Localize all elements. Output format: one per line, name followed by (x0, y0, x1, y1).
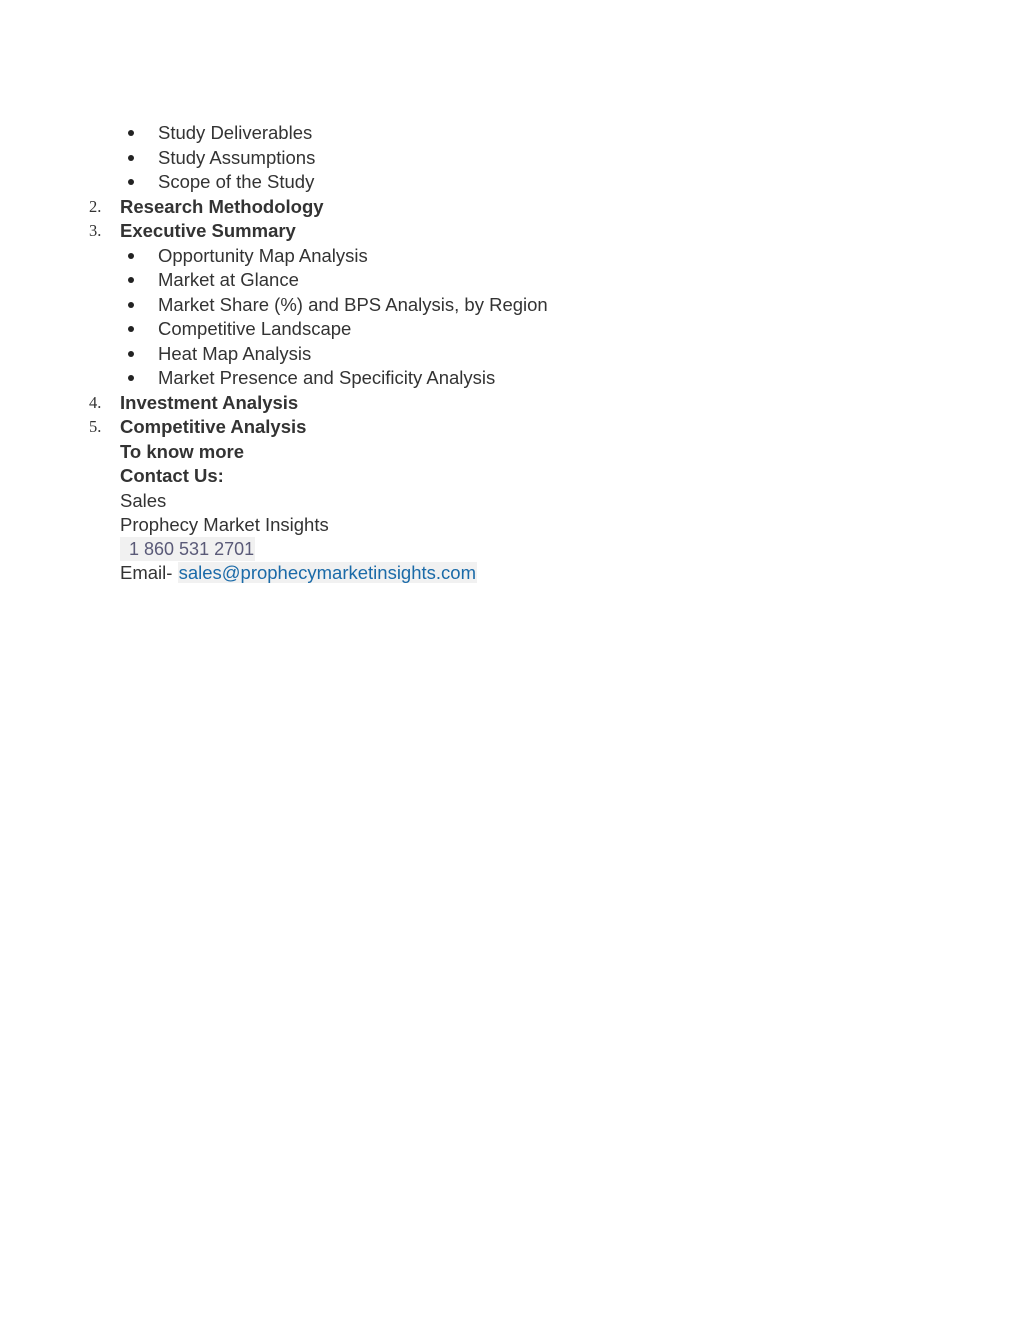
section-heading-investment-analysis: Investment Analysis (120, 392, 299, 413)
know-more-heading: To know more (120, 441, 245, 462)
section-heading-executive-summary: Executive Summary (120, 220, 296, 241)
bullet-icon (128, 130, 134, 136)
list-item: Heat Map Analysis (158, 343, 312, 364)
section-heading-competitive-analysis: Competitive Analysis (120, 416, 307, 437)
bullet-icon (128, 375, 134, 381)
section-number: 4. (89, 393, 102, 412)
list-item: Study Assumptions (158, 147, 316, 168)
bullet-icon (128, 277, 134, 283)
section-number: 3. (89, 221, 102, 240)
list-item: Market at Glance (158, 269, 299, 290)
bullet-icon (128, 253, 134, 259)
email-link[interactable]: sales@prophecymarketinsights.com (178, 562, 476, 583)
bullet-icon (128, 351, 134, 357)
contact-department: Sales (120, 490, 167, 511)
contact-email-line (120, 561, 477, 585)
list-item: Opportunity Map Analysis (158, 245, 368, 266)
section-number: 2. (89, 197, 102, 216)
contact-phone[interactable]: 1 860 531 2701 (120, 537, 255, 561)
email-label: Email- (120, 562, 173, 583)
bullet-icon (128, 155, 134, 161)
bullet-icon (128, 179, 134, 185)
section-number: 5. (89, 417, 102, 436)
bullet-icon (128, 326, 134, 332)
bullet-icon (128, 302, 134, 308)
list-item: Scope of the Study (158, 171, 315, 192)
list-item: Market Presence and Specificity Analysis (158, 367, 496, 388)
contact-company: Prophecy Market Insights (120, 514, 329, 535)
contact-us-heading: Contact Us: (120, 465, 224, 486)
section-heading-research-methodology: Research Methodology (120, 196, 324, 217)
list-item: Competitive Landscape (158, 318, 352, 339)
list-item: Market Share (%) and BPS Analysis, by Region (158, 294, 548, 315)
list-item: Study Deliverables (158, 122, 313, 143)
